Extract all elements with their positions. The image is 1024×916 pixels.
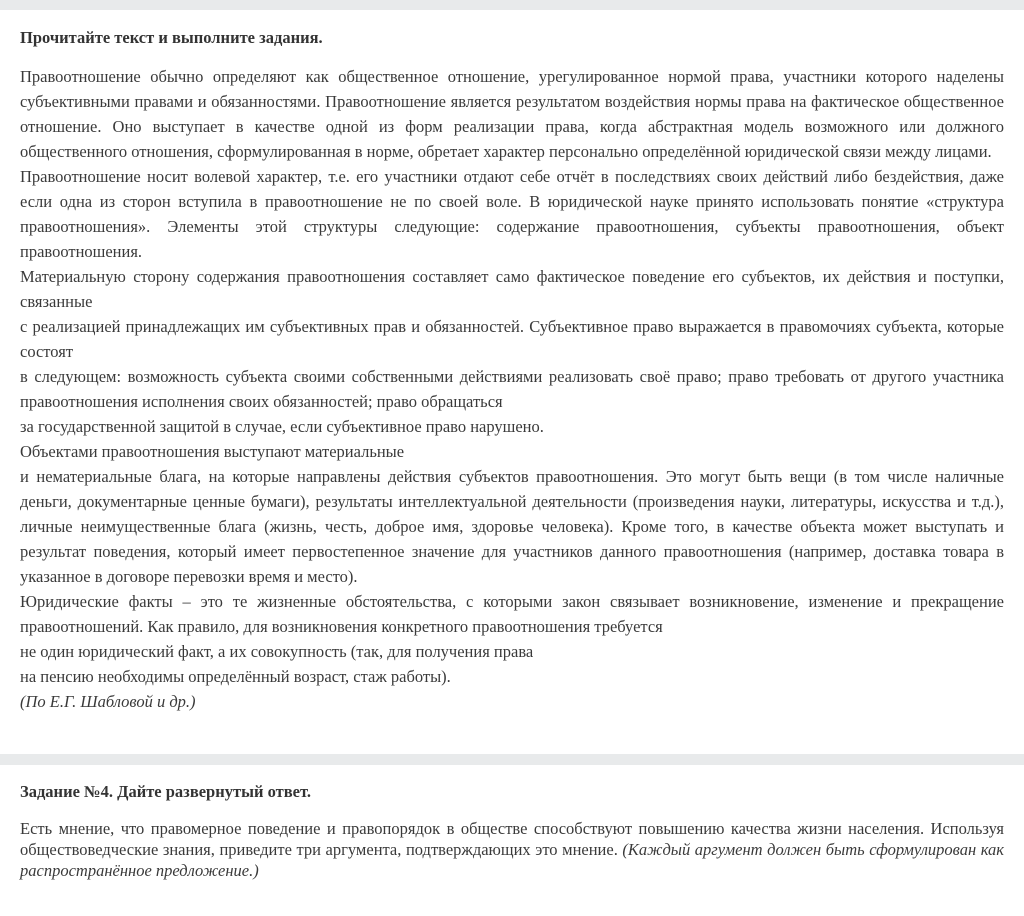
task-note: (Каждый аргумент должен быть сформулирован как распространённое предложение.) [20,840,1005,880]
paragraph-9: Юридические факты – это те жизненные обстоятельства, с которыми закон связывает возникновение, изменение и прекращение правоотношений. Как правило, для возникновения конкретного правоотношения требуется [20,592,1004,636]
paragraph-8: и нематериальные блага, на которые направлены действия субъектов правоотношения. Это могут быть вещи (в том числе наличные деньги, документарные ценные бумаги), результаты интеллектуальной деятельности (произведения науки, литературы, искусства и т.д.), личные неимущественные блага (жизнь, честь, доброе имя, здоровье человека). Кроме того, в качестве объекта может выступать и результат поведения, который имеет первостепенное значение для участников данного правоотношения (например, доставка товара в указанное в договоре перевозки время и место). [20,467,1004,586]
reading-text [20,64,1004,714]
paragraph-4: с реализацией принадлежащих им субъективных прав и обязанностей. Субъективное право выражается в правомочиях субъекта, которые состоят [20,317,1004,361]
paragraph-7: Объектами правоотношения выступают материальные [20,442,405,461]
paragraph-10: не один юридический факт, а их совокупность (так, для получения права [20,642,534,661]
paragraph-3: Материальную сторону содержания правоотношения составляет само фактическое поведение его субъектов, их действия и поступки, связанные [20,267,1004,311]
reading-card [0,10,1024,754]
task-card [0,765,1024,916]
paragraph-2: Правоотношение носит волевой характер, т.е. его участники отдают себе отчёт в последствиях своих действий либо бездействия, даже если одна из сторон вступила в правоотношение не по своей воле. В юридической науке принято использовать понятие «структура правоотношения». Элементы этой структуры следующие: содержание правоотношения, субъекты правоотношения, объект правоотношения. [20,167,1004,261]
source-citation: (По Е.Г. Шабловой и др.) [20,692,196,711]
paragraph-5: в следующем: возможность субъекта своими собственными действиями реализовать своё право; право требовать от другого участника правоотношения исполнения своих обязанностей; право обращаться [20,367,1004,411]
paragraph-1: Правоотношение обычно определяют как общественное отношение, урегулированное нормой права, участники которого наделены субъективными правами и обязанностями. Правоотношение является результатом воздействия нормы права на фактическое общественное отношение. Оно выступает в качестве одной из форм реализации права, когда абстрактная модель возможного или должного общественного отношения, сформулированная в норме, обретает характер персонально определённой юридической связи между лицами. [20,67,1004,161]
task-title: Задание №4. Дайте развернутый ответ. [20,782,311,801]
reading-title: Прочитайте текст и выполните задания. [20,28,323,47]
task-question: Есть мнение, что правомерное поведение и правопорядок в обществе способствуют повышению качества жизни населения. Используя обществоведческие знания, приведите три аргумента, подтверждающих это мнение. [20,819,1004,859]
task-text [20,818,1004,881]
paragraph-11: на пенсию необходимы определённый возраст, стаж работы). [20,667,451,686]
paragraph-6: за государственной защитой в случае, если субъективное право нарушено. [20,417,544,436]
